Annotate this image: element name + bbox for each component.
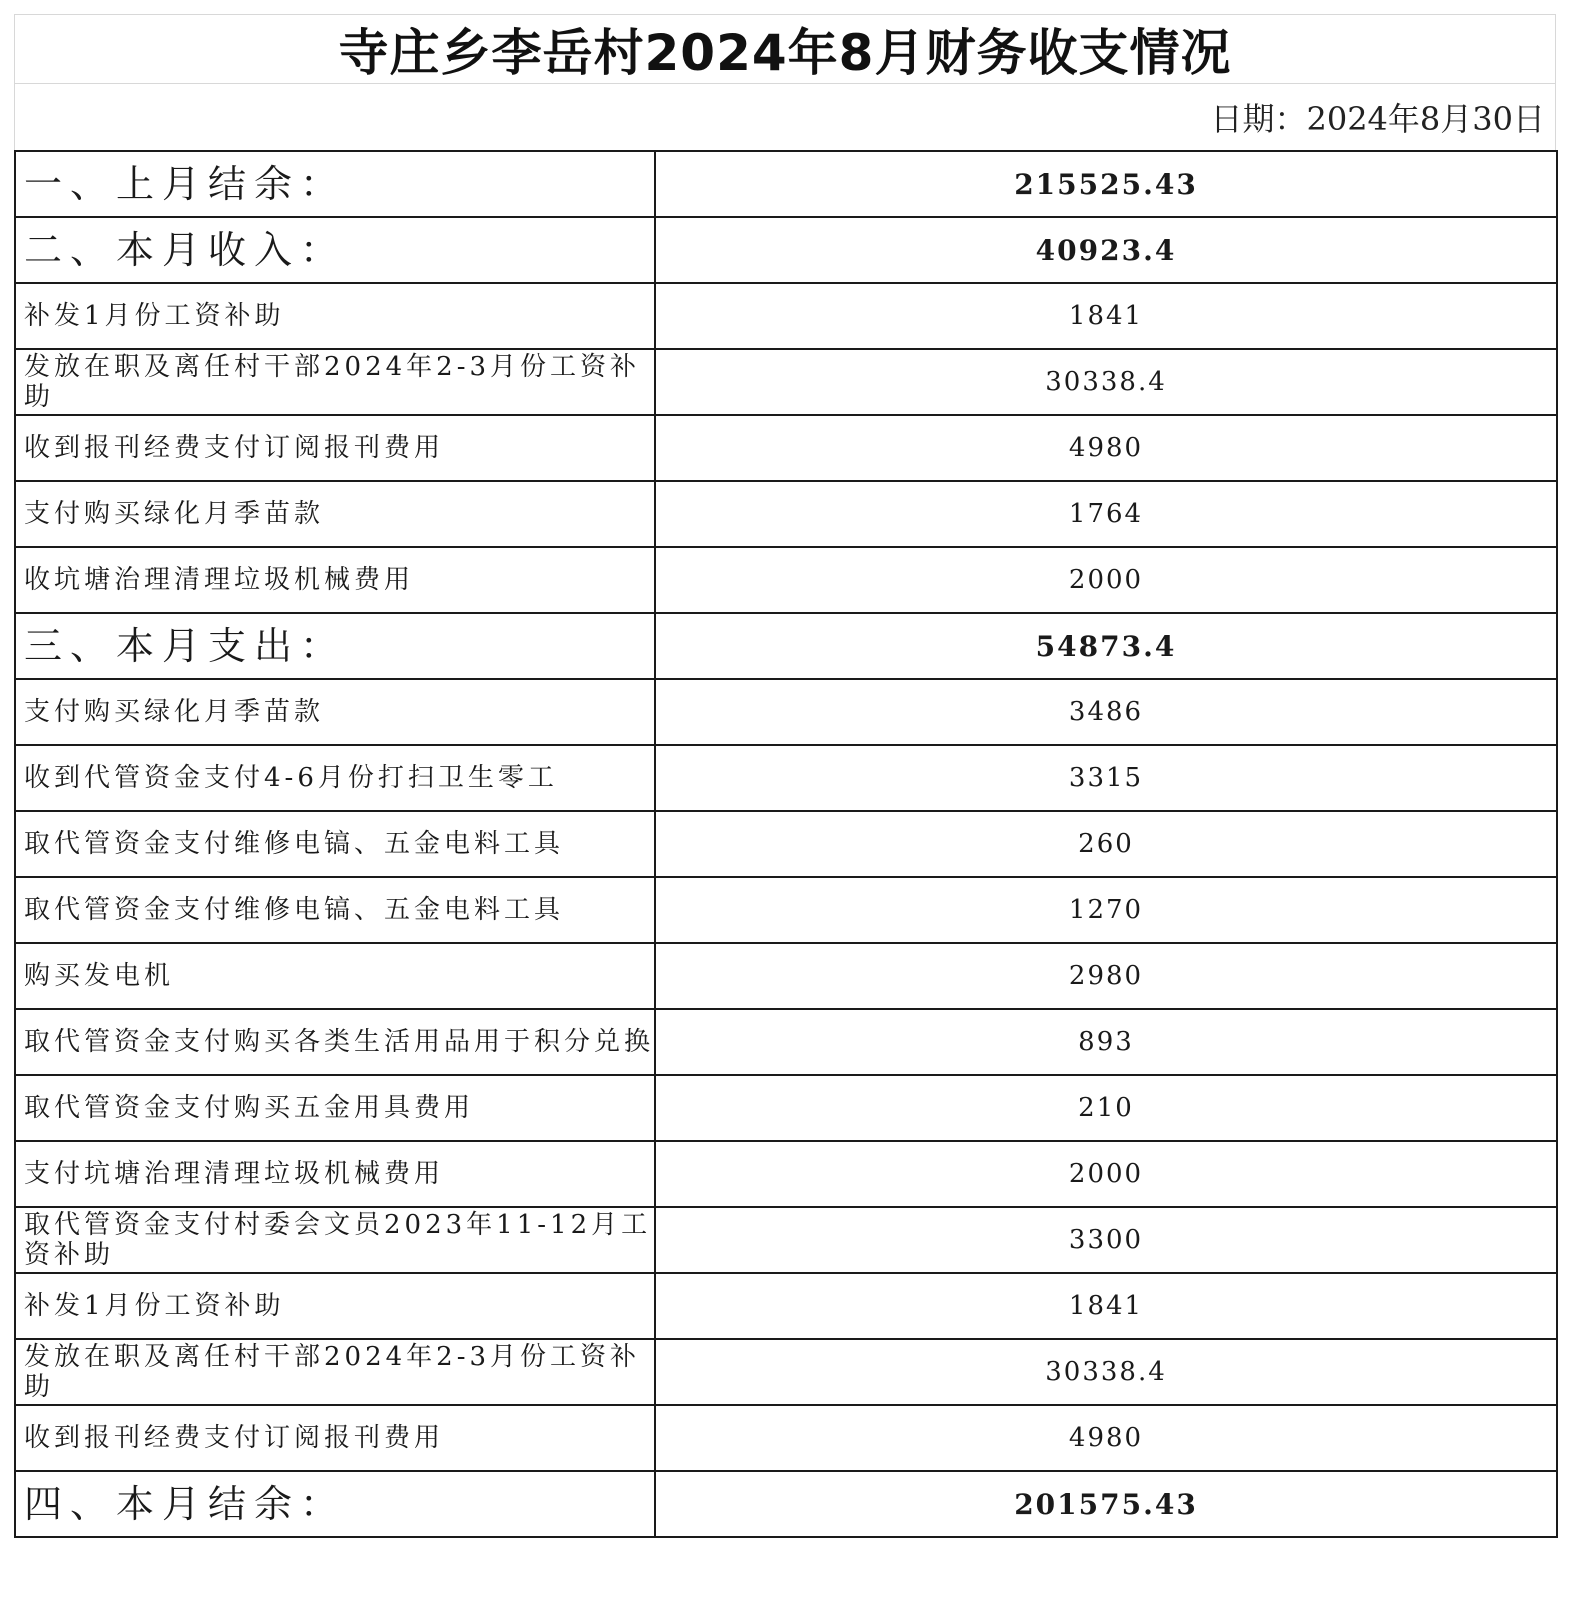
item-label: 取代管资金支付维修电镐、五金电料工具: [15, 811, 655, 877]
item-label: 取代管资金支付村委会文员2023年11-12月工资补助: [15, 1207, 655, 1273]
table-row: [15, 745, 1557, 811]
section-row: [15, 613, 1557, 679]
table-row: [15, 1273, 1557, 1339]
date-cell: [14, 83, 1556, 150]
table-row: [15, 1141, 1557, 1207]
item-label: 取代管资金支付维修电镐、五金电料工具: [15, 877, 655, 943]
section-row: [15, 1471, 1557, 1537]
table-row: [15, 943, 1557, 1009]
table-row: [15, 679, 1557, 745]
section-label: 一、上月结余：: [15, 151, 655, 217]
section-label: 三、本月支出：: [15, 613, 655, 679]
table-row: [15, 415, 1557, 481]
finance-sheet: [14, 14, 1556, 1538]
item-label: 补发1月份工资补助: [15, 283, 655, 349]
title-cell: [14, 14, 1556, 83]
table-row: [15, 877, 1557, 943]
item-label: 收到报刊经费支付订阅报刊费用: [15, 1405, 655, 1471]
item-label: 取代管资金支付购买各类生活用品用于积分兑换: [15, 1009, 655, 1075]
item-amount: 1841: [655, 283, 1557, 349]
item-amount: 260: [655, 811, 1557, 877]
section-amount: 40923.4: [655, 217, 1557, 283]
table-row: [15, 349, 1557, 415]
finance-table-body: [15, 151, 1557, 1537]
section-label: 二、本月收入：: [15, 217, 655, 283]
item-amount: 1841: [655, 1273, 1557, 1339]
section-amount: 201575.43: [655, 1471, 1557, 1537]
item-amount: 3315: [655, 745, 1557, 811]
item-label: 收坑塘治理清理垃圾机械费用: [15, 547, 655, 613]
table-row: [15, 1075, 1557, 1141]
item-amount: 210: [655, 1075, 1557, 1141]
table-row: [15, 811, 1557, 877]
item-label: 收到报刊经费支付订阅报刊费用: [15, 415, 655, 481]
item-amount: 30338.4: [655, 349, 1557, 415]
table-row: [15, 283, 1557, 349]
page-title: 寺庄乡李岳村2024年8月财务收支情况: [338, 24, 1232, 82]
finance-table: [14, 150, 1558, 1538]
item-label: 发放在职及离任村干部2024年2-3月份工资补助: [15, 349, 655, 415]
table-row: [15, 1405, 1557, 1471]
item-label: 购买发电机: [15, 943, 655, 1009]
item-label: 补发1月份工资补助: [15, 1273, 655, 1339]
item-amount: 3486: [655, 679, 1557, 745]
report-date: 日期：2024年8月30日: [1210, 100, 1545, 138]
item-amount: 1764: [655, 481, 1557, 547]
item-amount: 2000: [655, 547, 1557, 613]
table-row: [15, 1009, 1557, 1075]
item-amount: 4980: [655, 1405, 1557, 1471]
item-amount: 1270: [655, 877, 1557, 943]
item-label: 支付购买绿化月季苗款: [15, 481, 655, 547]
item-amount: 3300: [655, 1207, 1557, 1273]
table-row: [15, 547, 1557, 613]
section-amount: 54873.4: [655, 613, 1557, 679]
table-row: [15, 1207, 1557, 1273]
item-label: 收到代管资金支付4-6月份打扫卫生零工: [15, 745, 655, 811]
section-amount: 215525.43: [655, 151, 1557, 217]
section-row: [15, 151, 1557, 217]
item-label: 取代管资金支付购买五金用具费用: [15, 1075, 655, 1141]
item-amount: 2000: [655, 1141, 1557, 1207]
table-row: [15, 481, 1557, 547]
section-label: 四、本月结余：: [15, 1471, 655, 1537]
item-amount: 4980: [655, 415, 1557, 481]
item-label: 发放在职及离任村干部2024年2-3月份工资补助: [15, 1339, 655, 1405]
item-label: 支付购买绿化月季苗款: [15, 679, 655, 745]
table-row: [15, 1339, 1557, 1405]
item-label: 支付坑塘治理清理垃圾机械费用: [15, 1141, 655, 1207]
section-row: [15, 217, 1557, 283]
item-amount: 30338.4: [655, 1339, 1557, 1405]
item-amount: 893: [655, 1009, 1557, 1075]
item-amount: 2980: [655, 943, 1557, 1009]
